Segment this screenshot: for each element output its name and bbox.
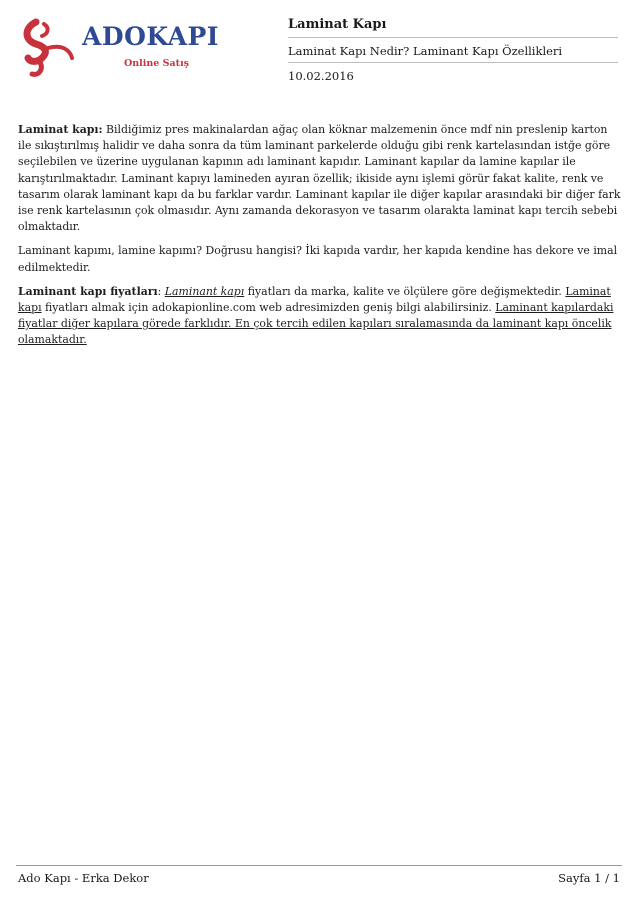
document-meta — [288, 16, 618, 87]
label-colon: : — [157, 284, 165, 298]
paragraph-definition — [18, 122, 622, 235]
laminat-door-link[interactable]: Laminat kapı — [18, 284, 611, 315]
paragraph-label: Laminat kapı: — [18, 123, 103, 136]
brand-tagline: Online Satış — [124, 58, 190, 69]
laminant-prices-link[interactable]: Laminant kapılardaki fiyatlar diğer kapılara görede farklıdır. En çok tercih edilen kapıları sıralamasında da laminant kapı öncelik olamaktadır. — [18, 301, 614, 347]
laminant-door-link[interactable]: Laminant kapı — [164, 284, 245, 298]
footer-company: Ado Kapı - Erka Dekor — [18, 871, 149, 885]
brand-name: ADOKAPI — [82, 22, 219, 51]
document-date: 10.02.2016 — [288, 69, 354, 83]
document-title: Laminat Kapı — [288, 17, 387, 32]
paragraph-prices — [18, 284, 622, 349]
paragraph-label: Laminant kapı fiyatları — [18, 284, 158, 298]
footer-divider — [16, 865, 622, 866]
paragraph-text: fiyatları da marka, kalite ve ölçülere göre değişmektedir. — [244, 284, 566, 298]
paragraph-text: fiyatları almak için adokapionline.com web adresimizden geniş bilgi alabilirsiniz. — [41, 301, 496, 315]
paragraph-text: Laminant kapımı, lamine kapımı? Doğrusu hangisi? İki kapıda vardır, her kapıda kendine has dekore ve imal edilmektedir. — [18, 244, 618, 274]
paragraph-text: Bildiğimiz pres makinalardan ağaç olan köknar malzemenin önce mdf nin preslenip karton ile sıkıştırılmış halidir ve daha sonra da tüm laminant parkelerde olduğu gibi renk kartelasından istğe göre seçilebilen ve üzerine uygulanan kapının adı laminant kapıdır. Laminant kapılar da lamine kapılar ile karıştırılmaktadır. Laminant kapıyı lamineden ayıran özellik; ikiside aynı işlemi görür fakat kalite, renk ve tasarım olarak laminant kapı da bu farklar vardır. Laminant kapılar ile diğer kapılar arasındaki bir diğer fark ise renk kartelasının çok olmasıdır. Aynı zamanda dekorasyon ve tasarım olaraktа laminat kapı tercih sebebi olmaktadır. — [18, 123, 621, 234]
page-number: Sayfa 1 / 1 — [558, 871, 620, 885]
meta-date-row — [288, 63, 618, 87]
document-subtitle: Laminat Kapı Nedir? Laminant Kapı Özellikleri — [288, 44, 563, 58]
paragraph-question — [18, 243, 622, 275]
article-body — [18, 122, 622, 357]
meta-subtitle-row — [288, 38, 618, 63]
meta-title-row — [288, 16, 618, 38]
company-logo — [18, 18, 238, 78]
swirl-logo-icon — [18, 18, 78, 78]
page-header — [0, 0, 638, 100]
